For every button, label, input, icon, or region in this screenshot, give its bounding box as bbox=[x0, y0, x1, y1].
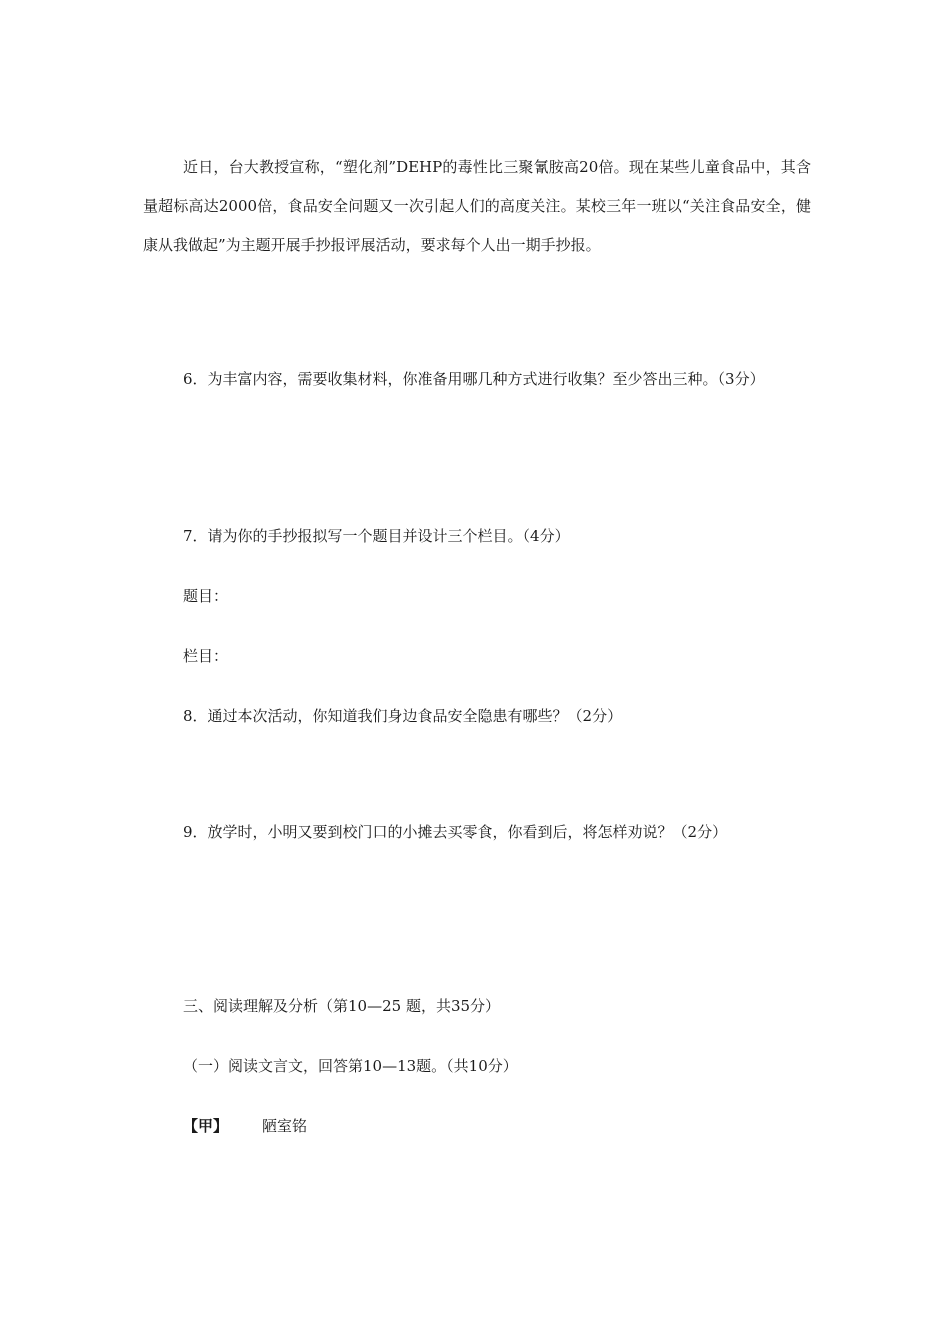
question-8: 8．通过本次活动，你知道我们身边食品安全隐患有哪些？（2分） bbox=[183, 707, 623, 725]
section-3-heading: 三、阅读理解及分析（第10—25 题，共35分） bbox=[183, 997, 501, 1015]
passage-marker: 【甲】 bbox=[183, 1117, 229, 1135]
question-7: 7．请为你的手抄报拟写一个题目并设计三个栏目。（4分） bbox=[183, 527, 570, 545]
question-7-column-label: 栏目： bbox=[183, 647, 229, 665]
question-6: 6．为丰富内容，需要收集材料，你准备用哪几种方式进行收集？至少答出三种。（3分） bbox=[183, 370, 765, 388]
intro-passage: 近日，台大教授宣称，“塑化剂”DEHP的毒性比三聚氰胺高20倍。现在某些儿童食品中，其含量超标高达2000倍，食品安全问题又一次引起人们的高度关注。某校三年一班以“关注食品安全，健康从我做起”为主题开展手抄报评展活动，要求每个人出一期手抄报。 bbox=[143, 158, 811, 254]
section-3-subsection-1: （一）阅读文言文，回答第10—13题。（共10分） bbox=[183, 1057, 518, 1075]
question-9: 9．放学时，小明又要到校门口的小摊去买零食，你看到后，将怎样劝说？（2分） bbox=[183, 823, 728, 841]
question-7-title-label: 题目： bbox=[183, 587, 229, 605]
passage-title: 陋室铭 bbox=[262, 1117, 308, 1135]
passage-heading bbox=[183, 1115, 307, 1137]
